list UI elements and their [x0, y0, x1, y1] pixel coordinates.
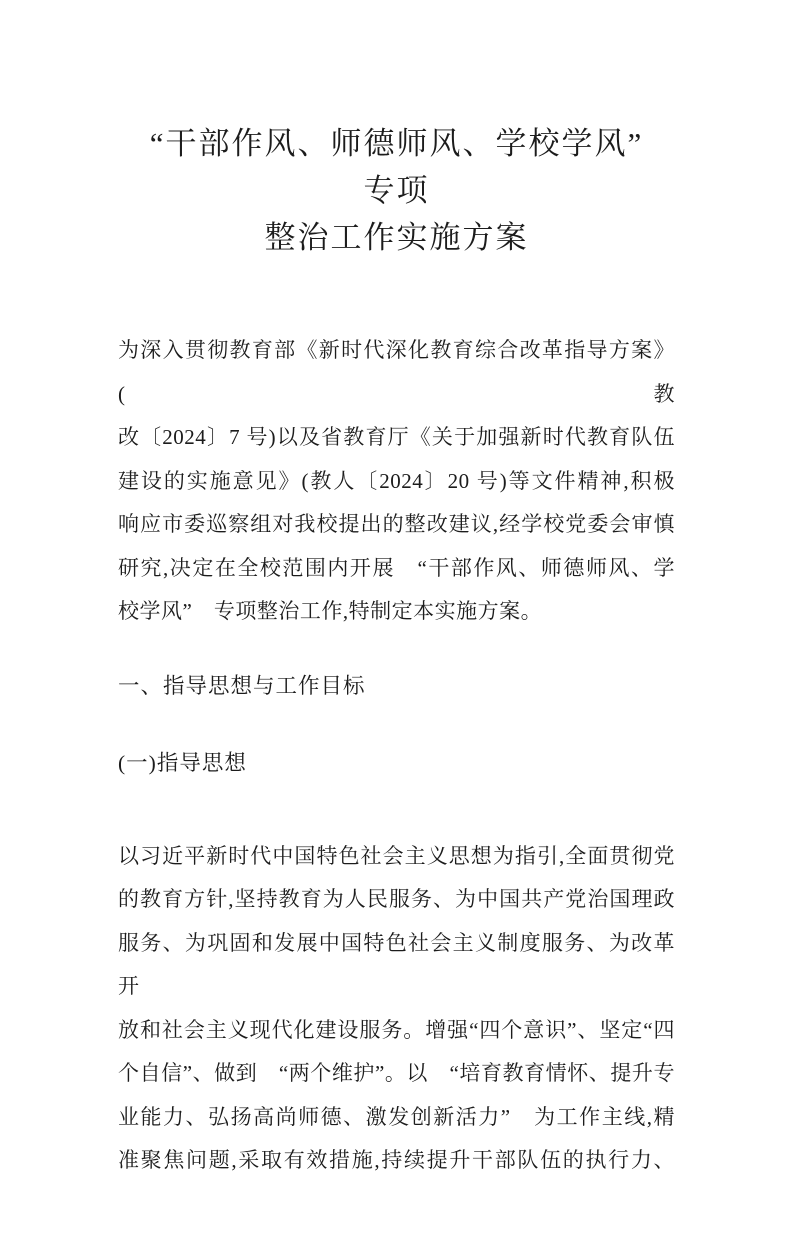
body-line-6: 业能力、弘扬高尚师德、激发创新活力” 为工作主线,精 — [118, 1104, 675, 1129]
intro-paragraph — [118, 329, 675, 634]
intro-line-3: 建设的实施意见》(教人〔2024〕20 号)等文件精神,积极 — [118, 468, 675, 493]
intro-line-6: 校学风” 专项整治工作,特制定本实施方案。 — [118, 599, 543, 623]
guiding-ideology-paragraph — [118, 835, 675, 1183]
body-line-1: 以习近平新时代中国特色社会主义思想为指引,全面贯彻党 — [118, 843, 675, 868]
body-line-3: 服务、为巩固和发展中国特色社会主义制度服务、为改革开 — [118, 930, 675, 998]
intro-line-4: 响应市委巡察组对我校提出的整改建议,经学校党委会审慎 — [118, 512, 675, 536]
intro-line-1: 为深入贯彻教育部《新时代深化教育综合改革指导方案》(教 — [118, 338, 675, 406]
title-line-2: 整治工作实施方案 — [264, 220, 529, 255]
subsection-heading: (一)指导思想 — [118, 751, 247, 775]
intro-line-2: 改〔2024〕7 号)以及省教育厅《关于加强新时代教育队伍 — [118, 425, 675, 449]
title-line-1: “干部作风、师德师风、学校学风” 专项 — [149, 126, 677, 208]
document-page — [0, 120, 793, 1242]
body-line-2: 的教育方针,坚持教育为人民服务、为中国共产党治国理政 — [118, 887, 675, 911]
document-title — [118, 120, 675, 261]
body-line-4: 放和社会主义现代化建设服务。增强“四个意识”、坚定“四 — [118, 1017, 675, 1042]
intro-line-5: 研究,决定在全校范围内开展 “干部作风、师德师风、学 — [118, 555, 675, 580]
body-line-7: 准聚焦问题,采取有效措施,持续提升干部队伍的执行力、 — [118, 1148, 675, 1172]
body-line-5: 个自信”、做到 “两个维护”。以 “培育教育情怀、提升专 — [118, 1061, 675, 1085]
section-heading: 一、指导思想与工作目标 — [118, 673, 366, 698]
